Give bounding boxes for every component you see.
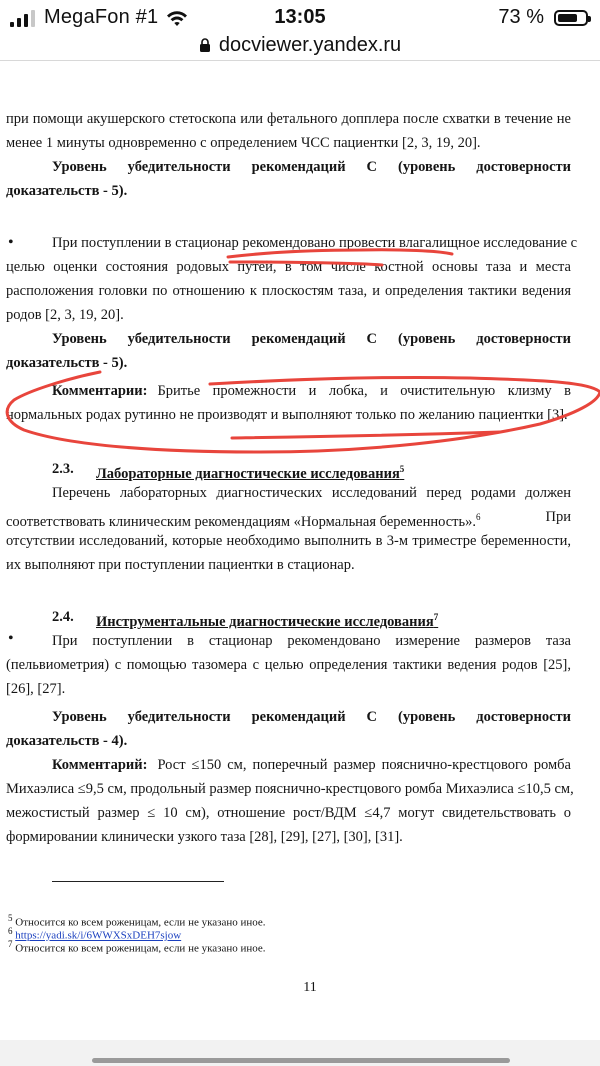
doc-line: расположения головки по отношению к плоскостям таза, и определения тактики ведения [6,283,571,299]
section-number: 2.3. [52,461,74,477]
footnote: $^5$ Относится ко всем роженицам, если не указано иное. [8,913,266,929]
status-bar [0,0,600,34]
footnote-ref: 7 [433,612,439,622]
battery-percentage: 73 % [498,6,544,28]
status-right [498,6,588,29]
doc-line: межостистый размер ≤ 10 см), отношение рост/ВДМ ≤4,7 могут свидетельствовать о [6,805,571,821]
doc-line: Перечень лабораторных диагностических исследований перед родами должен [52,485,571,501]
doc-line: менее 1 минуты одновременно с определением ЧСС пациентки [2, 3, 19, 20]. [6,135,481,151]
doc-line: отсутствии исследований, которые необходимо выполнить в 3-м триместре беременности, [6,533,571,549]
battery-icon [554,10,588,26]
doc-line: [26], [27]. [6,681,66,697]
doc-text: При [545,509,571,525]
comment-line [52,382,571,400]
carrier-name: MegaFon #1 [44,6,159,28]
recommendation-level-cont: доказательств - 5). [6,183,128,199]
doc-line: При поступлении в стационар рекомендовано провести влагалищное исследование с [52,235,578,251]
bullet-icon: • [8,234,14,251]
recommendation-level-cont: доказательств - 5). [6,355,128,371]
doc-line: целью оценки состояния родовых путей, в том числе костной основы таза и места [6,259,571,275]
bullet-icon: • [8,630,14,647]
doc-line: при помощи акушерского стетоскопа или фетального допплера после схватки в течение не [6,111,571,127]
doc-line: нормальных родах рутинно не производят и выполняют только по желанию пациентки [3]. [6,407,568,423]
footnote: $^7$ Относится ко всем роженицам, если не указано иное. [8,939,266,955]
doc-text: соответствовать клиническим рекомендациям «Нормальная беременность».$^6$ [6,512,481,530]
doc-line [6,508,571,531]
doc-line: их выполняют при поступлении пациентки в стационар. [6,557,355,573]
comment-text: Рост ≤150 см, поперечный размер пояснично-крестцового ромба [157,757,571,773]
comment-label: Комментарии: [52,383,148,399]
toolbar-divider [0,60,600,61]
section-number: 2.4. [52,609,74,625]
doc-line: (пельвиометрия) с помощью тазомера с целью определения тактики ведения родов [25], [6,657,571,673]
lock-icon [199,38,211,53]
doc-line: родов [2, 3, 19, 20]. [6,307,124,323]
comment-label: Комментарий: [52,757,148,773]
clock: 13:05 [274,6,326,28]
battery-level-fill [558,14,577,22]
doc-line: формировании клинически узкого таза [28], [29], [27], [30], [31]. [6,829,403,845]
section-title: Лабораторные диагностические исследования$^5$ [96,464,405,482]
external-link[interactable]: https://yadi.sk/i/6WWXSxDEH7sjow [15,929,182,942]
footnote-ref: 6 [475,512,481,522]
page-number: 11 [303,980,317,995]
section-title: Инструментальные диагностические исследования$^7$ [96,612,439,630]
doc-line: При поступлении в стационар рекомендовано измерение размеров таза [52,633,571,649]
recommendation-level: Уровень убедительности рекомендаций С (уровень достоверности [52,159,571,175]
document-page[interactable] [0,62,600,1042]
doc-line: Михаэлиса ≤9,5 см, продольный размер пояснично-крестцового ромба Михаэлиса ≤10,5 см, [6,781,574,797]
comment-line [52,756,571,774]
recommendation-level: Уровень убедительности рекомендаций С (уровень достоверности [52,709,571,725]
footnote-link[interactable]: $^6$ https://yadi.sk/i/6WWXSxDEH7sjow [8,926,182,942]
footnote-ref: 5 [399,464,405,474]
recommendation-level: Уровень убедительности рекомендаций С (уровень достоверности [52,331,571,347]
home-indicator[interactable] [92,1058,510,1063]
recommendation-level-cont: доказательств - 4). [6,733,128,749]
url-text[interactable]: docviewer.yandex.ru [218,33,402,56]
comment-text: Бритье промежности и лобка, и очистительную клизму в [157,383,571,399]
footnote-separator [52,881,224,882]
address-bar[interactable] [0,32,600,58]
